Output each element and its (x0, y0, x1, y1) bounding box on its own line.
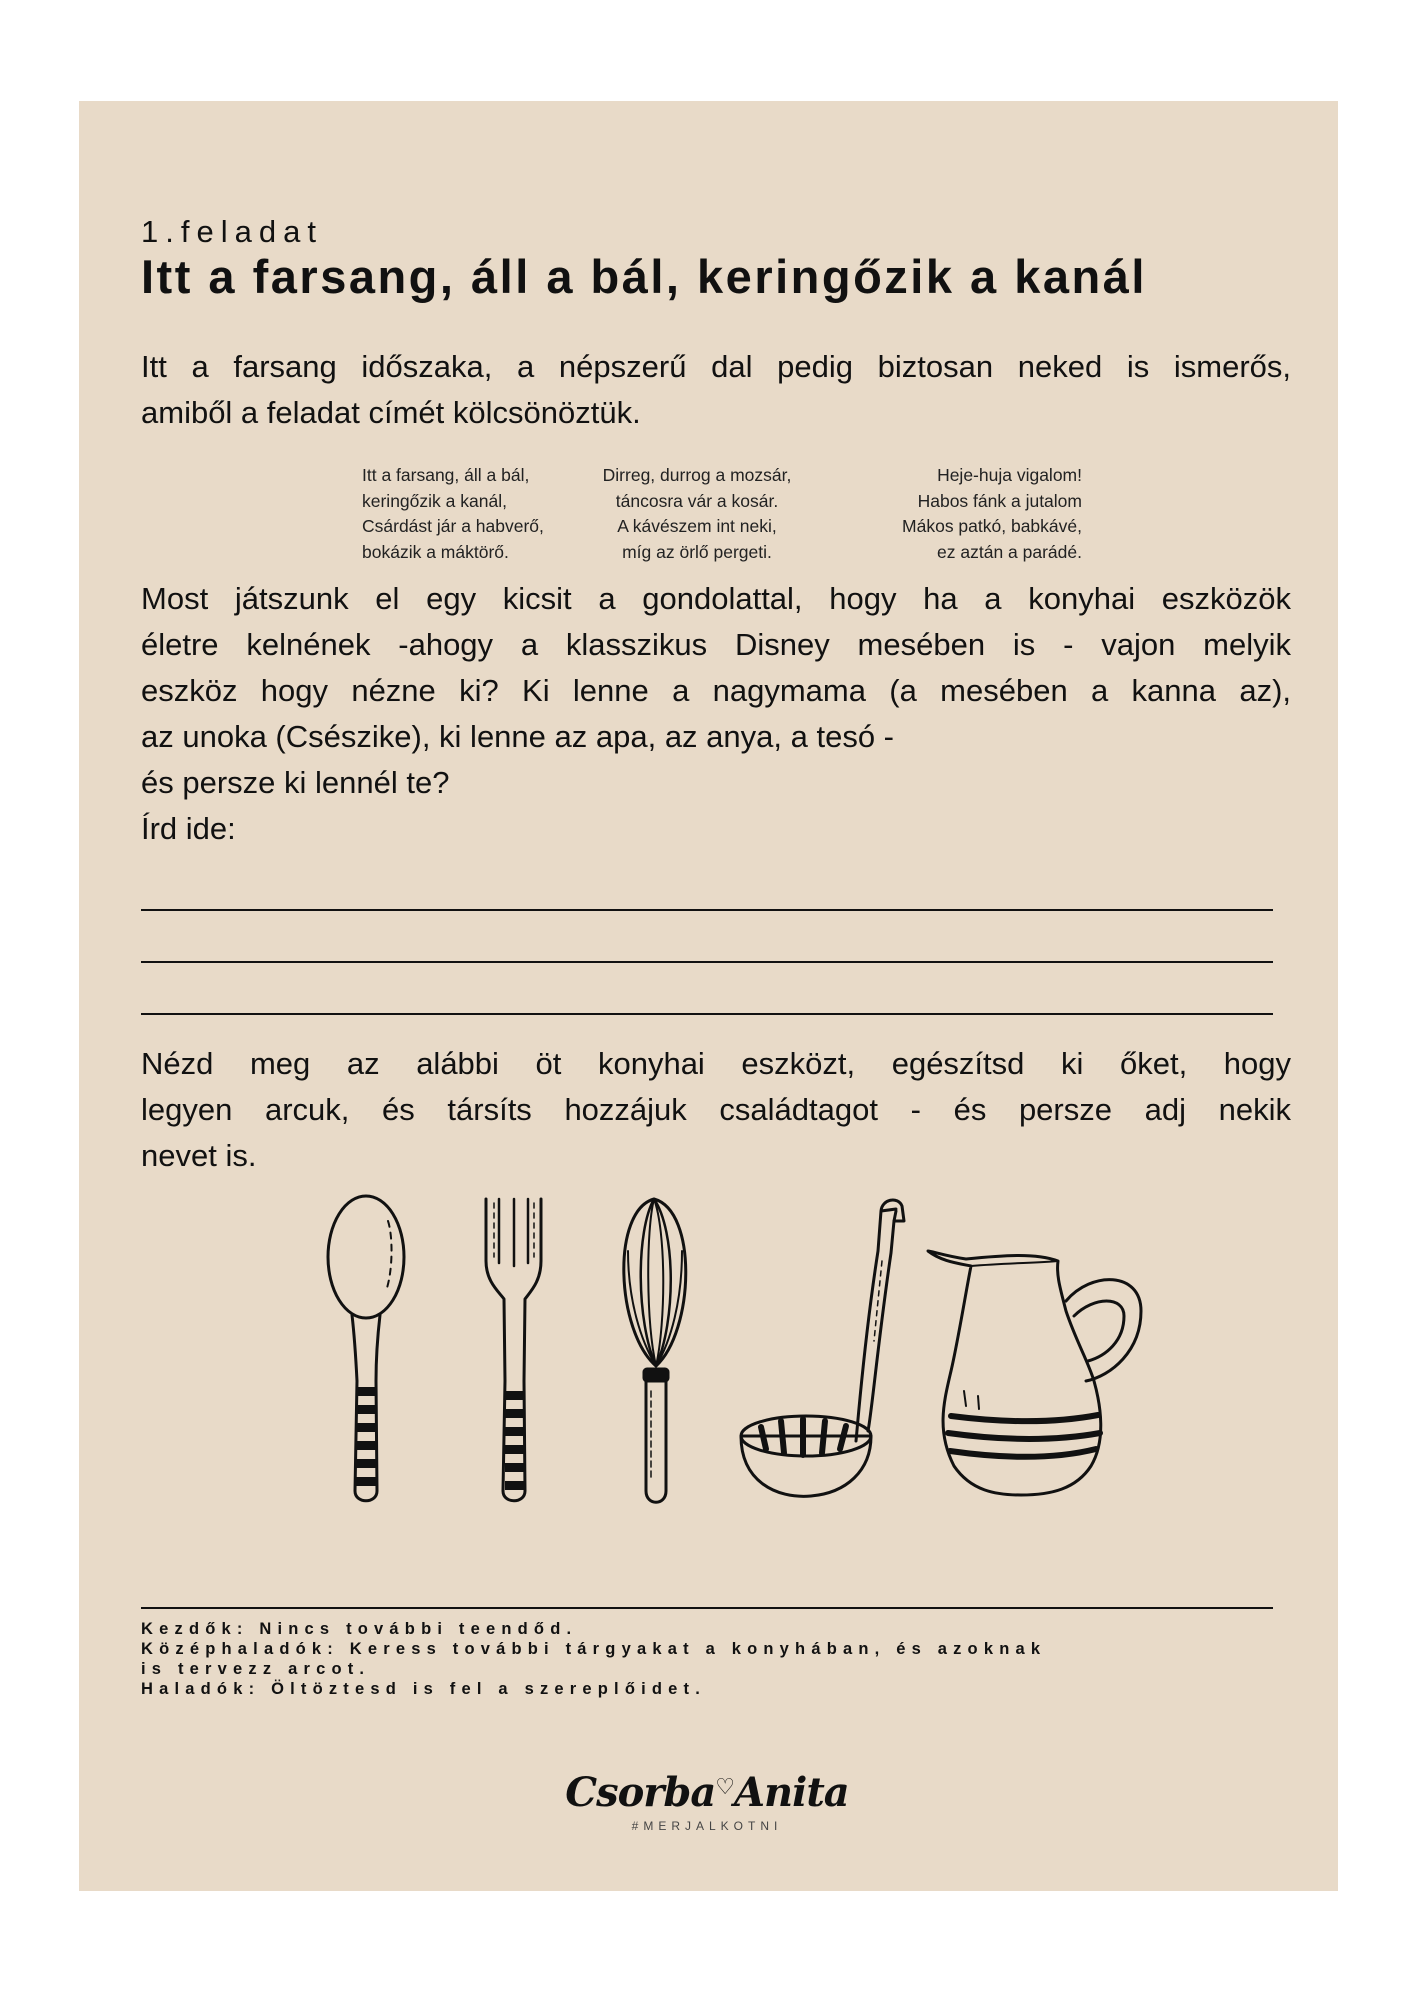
lyric-line: ez aztán a parádé. (937, 541, 1082, 562)
spoon-icon (328, 1196, 404, 1501)
level-advanced: Haladók: Öltöztesd is fel a szereplőidet. (141, 1680, 707, 1698)
intro-paragraph (141, 344, 1291, 436)
prompt-line: eszköz hogy nézne ki? Ki lenne a nagymama (a mesében a kanna az), (141, 673, 1291, 708)
task2-line: nevet is. (141, 1138, 257, 1173)
prompt-line: életre kelnének -ahogy a klasszikus Disney mesében is - vajon melyik (141, 627, 1291, 662)
divider-line (141, 1607, 1273, 1609)
heart-icon: ♡ (715, 1774, 734, 1800)
answer-line-3[interactable] (141, 1013, 1273, 1015)
worksheet (79, 101, 1338, 1891)
lyric-line: Habos fánk a jutalom (917, 490, 1082, 511)
stanza-2 (577, 463, 817, 565)
task2-line: legyen arcuk, és társíts hozzájuk családtagot - és persze adj nekik (141, 1092, 1291, 1127)
task2-line: Nézd meg az alábbi öt konyhai eszközt, egészítsd ki őket, hogy (141, 1046, 1291, 1081)
difficulty-levels (141, 1619, 1291, 1699)
prompt-line: Írd ide: (141, 811, 236, 846)
logo-first-name: Csorba (565, 1769, 716, 1816)
task-title: Itt a farsang, áll a bál, keringőzik a kanál (141, 250, 1147, 303)
lyric-line: Itt a farsang, áll a bál, (362, 465, 530, 485)
song-lyrics (362, 463, 1082, 569)
brand-logo (141, 1765, 1273, 1833)
lyric-line: Csárdást jár a habverő, (362, 516, 544, 536)
lyric-line: míg az örlő pergeti. (622, 541, 772, 562)
lyric-line: Dirreg, durrog a mozsár, (602, 465, 792, 485)
level-beginner: Kezdők: Nincs további teendőd. (141, 1620, 578, 1638)
ladle-icon (741, 1200, 904, 1496)
intro-line: Itt a farsang időszaka, a népszerű dal pedig biztosan neked is ismerős, (141, 349, 1291, 384)
intro-line: amiből a feladat címét kölcsönöztük. (141, 395, 641, 430)
jug-icon (928, 1251, 1141, 1495)
logo-last-name: Anita (734, 1769, 849, 1816)
prompt-line: az unoka (Csészike), ki lenne az apa, az anya, a tesó - (141, 719, 895, 754)
prompt-line: Most játszunk el egy kicsit a gondolattal, hogy ha a konyhai eszközök (141, 581, 1291, 616)
kitchen-tools-illustration (326, 1191, 1206, 1526)
whisk-icon (624, 1199, 686, 1502)
lyric-line: keringőzik a kanál, (362, 490, 507, 511)
logo-tagline: #MERJALKOTNI (631, 1819, 783, 1833)
stanza-3 (902, 463, 1082, 565)
lyric-line: Heje-huja vigalom! (937, 465, 1082, 485)
lyric-line: bokázik a máktörő. (362, 541, 509, 562)
fork-icon (486, 1199, 541, 1501)
answer-line-2[interactable] (141, 961, 1273, 963)
task2-paragraph (141, 1041, 1291, 1179)
level-intermediate: Középhaladók: Keress további tárgyakat a konyhában, és azoknak (141, 1640, 1047, 1658)
lyric-line: táncosra vár a kosár. (615, 490, 779, 511)
lyric-line: A kávészem int neki, (617, 516, 777, 536)
prompt-paragraph (141, 576, 1291, 852)
stanza-1 (362, 463, 544, 565)
lyric-line: Mákos patkó, babkávé, (902, 516, 1082, 536)
answer-line-1[interactable] (141, 909, 1273, 911)
prompt-line: és persze ki lennél te? (141, 765, 450, 800)
logo-name (141, 1765, 1273, 1815)
task-label: 1.feladat (141, 214, 323, 249)
level-intermediate-cont: is tervezz arcot. (141, 1660, 371, 1678)
